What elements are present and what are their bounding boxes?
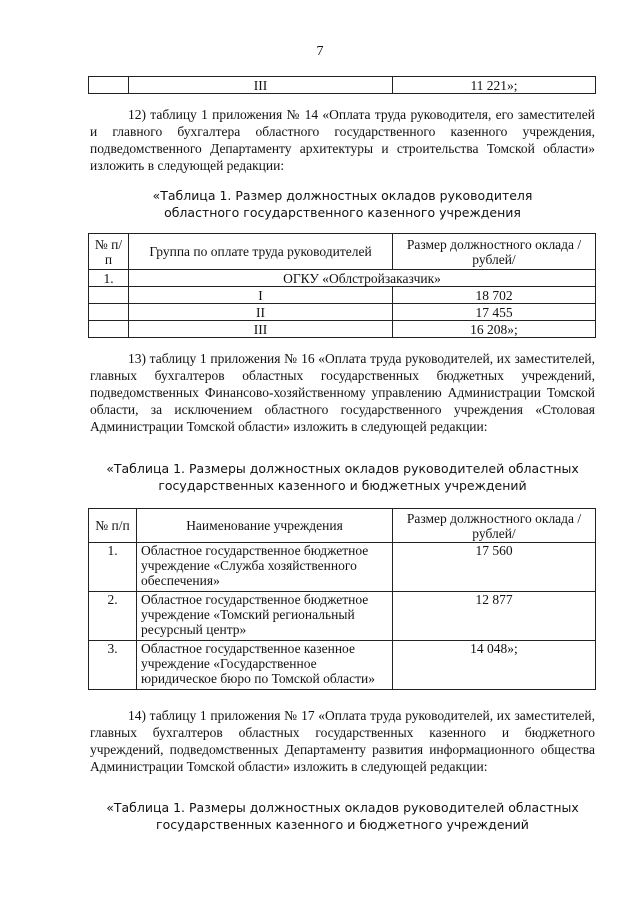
table-cell-institution: ОГКУ «Облстройзаказчик» xyxy=(129,270,596,287)
caption-line: «Таблица 1. Размер должностных окладов руководителя xyxy=(152,188,533,203)
table-cell-number: 2. xyxy=(89,592,137,641)
paragraph-12: 12) таблицу 1 приложения № 14 «Оплата труда руководителя, его заместителей и главного бухгалтера областного государственного казенного учреждения, подведомственного Департаменту архитектуры и строительства Томской области» изложить в следующей редакции: xyxy=(90,107,595,173)
table-cell-group: I xyxy=(129,287,393,304)
table-cell-value: 11 221»; xyxy=(393,77,596,94)
salary-table-13 xyxy=(88,508,596,690)
caption-line: «Таблица 1. Размеры должностных окладов руководителей областных xyxy=(106,800,579,815)
table-cell xyxy=(89,77,129,94)
column-header-salary: Размер должностного оклада /рублей/ xyxy=(393,509,596,543)
table-cell-group: III xyxy=(129,321,393,338)
caption-line: государственных казенного и бюджетного учреждений xyxy=(156,817,529,832)
column-header-number: № п/п xyxy=(89,234,129,270)
salary-table-12 xyxy=(88,233,596,338)
table-caption-13 xyxy=(90,460,595,494)
table-row xyxy=(89,321,596,338)
table-cell xyxy=(89,287,129,304)
page-number: 7 xyxy=(316,44,324,59)
table-cell xyxy=(89,304,129,321)
table-cell-value: 17 560 xyxy=(393,543,596,592)
table-cell-name: Областное государственное бюджетное учреждение «Томский региональный ресурсный центр» xyxy=(137,592,393,641)
table-row xyxy=(89,77,596,94)
table-cell-value: 16 208»; xyxy=(393,321,596,338)
column-header-name: Наименование учреждения xyxy=(137,509,393,543)
table-row xyxy=(89,543,596,592)
table-row xyxy=(89,270,596,287)
table-cell-number: 1. xyxy=(89,270,129,287)
table-cell-value: 12 877 xyxy=(393,592,596,641)
table-cell-value: 17 455 xyxy=(393,304,596,321)
column-header-salary: Размер должностного оклада /рублей/ xyxy=(393,234,596,270)
table-row xyxy=(89,592,596,641)
table-cell-group: III xyxy=(129,77,393,94)
paragraph-14: 14) таблицу 1 приложения № 17 «Оплата труда руководителей, их заместителей, главных бухгалтеров областных государственных казенного и бюджетного учреждений, подведомственных Департаменту развития информационного общества Администрации Томской области» изложить в следующей редакции: xyxy=(90,708,595,774)
table-cell-value: 14 048»; xyxy=(393,641,596,690)
table-row xyxy=(89,287,596,304)
table-cell-value: 18 702 xyxy=(393,287,596,304)
table-header-row xyxy=(89,234,596,270)
table-caption-12 xyxy=(90,187,595,221)
table-cell-name: Областное государственное бюджетное учреждение «Служба хозяйственного обеспечения» xyxy=(137,543,393,592)
top-table-continuation xyxy=(88,76,596,94)
table-cell-group: II xyxy=(129,304,393,321)
table-cell-number: 1. xyxy=(89,543,137,592)
caption-line: государственных казенного и бюджетных учреждений xyxy=(158,478,527,493)
table-row xyxy=(89,304,596,321)
table-caption-14 xyxy=(90,799,595,833)
caption-line: «Таблица 1. Размеры должностных окладов руководителей областных xyxy=(106,461,579,476)
column-header-group: Группа по оплате труда руководителей xyxy=(129,234,393,270)
paragraph-13: 13) таблицу 1 приложения № 16 «Оплата труда руководителей, их заместителей, главных бухгалтеров областных государственных бюджетных учреждений, подведомственных Финансово-хозяйственному управлению Администрации Томской области, за исключением областного государственного учреждения «Столовая Администрации Томской области» изложить в следующей редакции: xyxy=(90,351,595,434)
column-header-number: № п/п xyxy=(89,509,137,543)
table-row xyxy=(89,641,596,690)
caption-line: областного государственного казенного учреждения xyxy=(164,205,521,220)
table-cell-number: 3. xyxy=(89,641,137,690)
table-header-row xyxy=(89,509,596,543)
table-cell-name: Областное государственное казенное учреждение «Государственное юридическое бюро по Томской области» xyxy=(137,641,393,690)
table-cell xyxy=(89,321,129,338)
